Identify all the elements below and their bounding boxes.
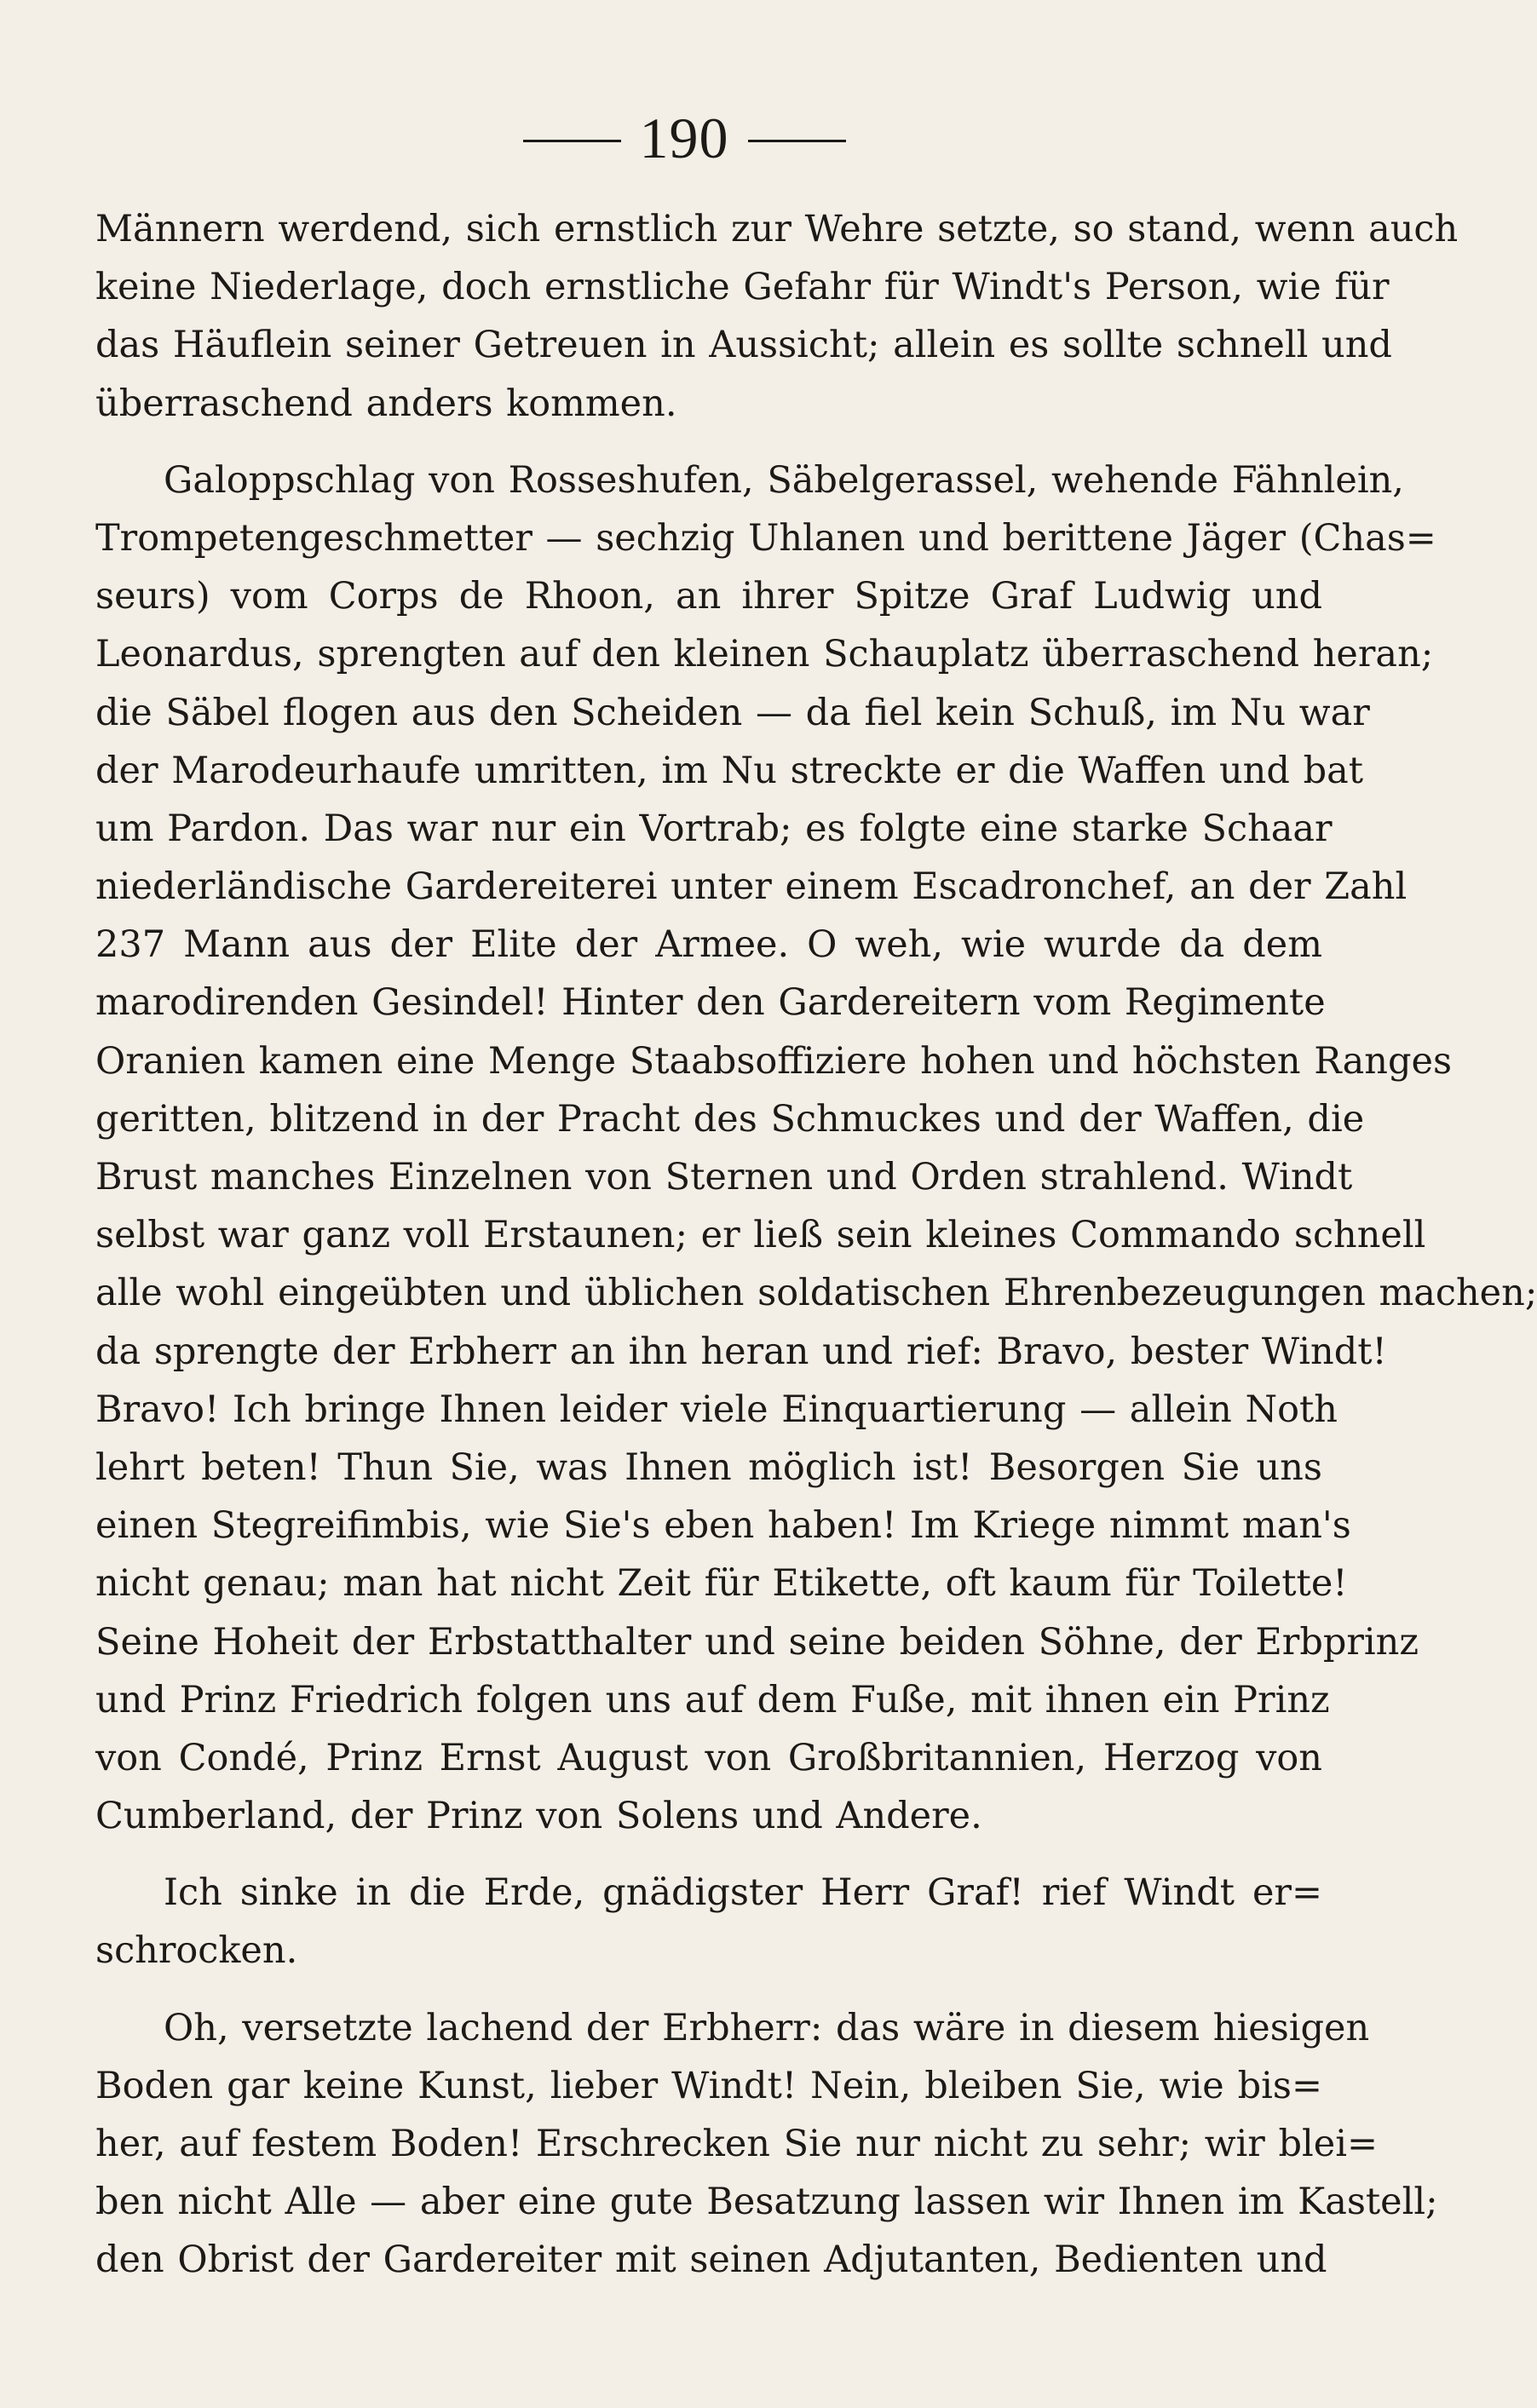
text-line: der Marodeurhaufe umritten, im Nu streckte er die Waffen und bat [95, 749, 1364, 792]
text-line: und Prinz Friedrich folgen uns auf dem Fuße, mit ihnen ein Prinz [95, 1678, 1330, 1721]
text-line: Leonardus, sprengten auf den kleinen Schauplatz überraschend heran; [95, 633, 1434, 676]
text-line: selbst war ganz voll Erstaunen; er ließ sein kleines Commando schnell [95, 1214, 1426, 1257]
paragraph [95, 1999, 1438, 2290]
text-line: die Säbel flogen aus den Scheiden — da fiel kein Schuß, im Nu war [95, 691, 1370, 734]
text-line: her, auf festem Boden! Erschrecken Sie nur nicht zu sehr; wir blei= [95, 2123, 1378, 2165]
paragraph-gap [95, 1980, 1322, 1999]
text-line: Männern werdend, sich ernstlich zur Wehre setzte, so stand, wenn auch [95, 208, 1459, 250]
text-line: ben nicht Alle — aber eine gute Besatzung lassen wir Ihnen im Kastell; [95, 2181, 1438, 2224]
page-header [0, 106, 1368, 170]
text-line: alle wohl eingeübten und üblichen soldatischen Ehrenbezeugungen machen; [95, 1272, 1537, 1315]
header-rule-right [748, 140, 846, 142]
text-line: Boden gar keine Kunst, lieber Windt! Nein, bleiben Sie, wie bis= [95, 2064, 1322, 2107]
text-line: Oh, versetzte lachend der Erbherr: das wäre in diesem hiesigen [164, 2006, 1370, 2049]
text-line: keine Niederlage, doch ernstliche Gefahr für Windt's Person, wie für [95, 266, 1390, 309]
text-line: nicht genau; man hat nicht Zeit für Etikette, oft kaum für Toilette! [95, 1562, 1348, 1606]
text-line: marodirenden Gesindel! Hinter den Gardereitern vom Regimente [95, 981, 1326, 1025]
paragraph-gap [95, 1845, 1322, 1864]
body-text [95, 200, 1537, 2290]
text-line: überraschend anders kommen. [95, 382, 677, 425]
page-number: 190 [639, 106, 729, 170]
text-line: Galoppschlag von Rosseshufen, Säbelgerassel, wehende Fähnlein, [164, 458, 1404, 502]
text-line: Oranien kamen eine Menge Staabsoffiziere hohen und höchsten Ranges [95, 1039, 1453, 1083]
text-line: um Pardon. Das war nur ein Vortrab; es folgte eine starke Schaar [95, 807, 1333, 850]
text-line: geritten, blitzend in der Pracht des Schmuckes und der Waffen, die [95, 1097, 1365, 1141]
text-line: Cumberland, der Prinz von Solens und Andere. [95, 1795, 982, 1838]
text-line: da sprengte der Erbherr an ihn heran und rief: Bravo, bester Windt! [95, 1330, 1387, 1373]
text-line: Brust manches Einzelnen von Sternen und Orden strahlend. Windt [95, 1156, 1353, 1198]
paragraph [95, 1864, 1322, 1980]
header-rule-left [523, 140, 621, 142]
text-line: 237 Mann aus der Elite der Armee. O weh, wie wurde da dem [95, 923, 1322, 967]
paragraph [95, 200, 1459, 433]
text-line: Trompetengeschmetter — sechzig Uhlanen und berittene Jäger (Chas= [95, 516, 1436, 560]
text-line: das Häuflein seiner Getreuen in Aussicht; allein es sollte schnell und [95, 324, 1392, 367]
text-line: schrocken. [95, 1929, 298, 1973]
text-line: lehrt beten! Thun Sie, was Ihnen möglich ist! Besorgen Sie uns [95, 1445, 1322, 1489]
text-line: Ich sinke in die Erde, gnädigster Herr Graf! rief Windt er= [164, 1871, 1322, 1915]
text-line: Bravo! Ich bringe Ihnen leider viele Einquartierung — allein Noth [95, 1388, 1338, 1431]
text-line: den Obrist der Gardereiter mit seinen Adjutanten, Bedienten und [95, 2238, 1327, 2282]
text-line: einen Stegreifimbis, wie Sie's eben haben! Im Kriege nimmt man's [95, 1504, 1351, 1548]
text-line: seurs) vom Corps de Rhoon, an ihrer Spitze Graf Ludwig und [95, 575, 1322, 618]
text-line: niederländische Gardereiterei unter einem Escadronchef, an der Zahl [95, 865, 1407, 909]
paragraph [95, 451, 1537, 1846]
text-line: Seine Hoheit der Erbstatthalter und seine beiden Söhne, der Erbprinz [95, 1620, 1419, 1664]
paragraph-gap [95, 433, 1322, 451]
text-line: von Condé, Prinz Ernst August von Großbritannien, Herzog von [95, 1736, 1322, 1779]
